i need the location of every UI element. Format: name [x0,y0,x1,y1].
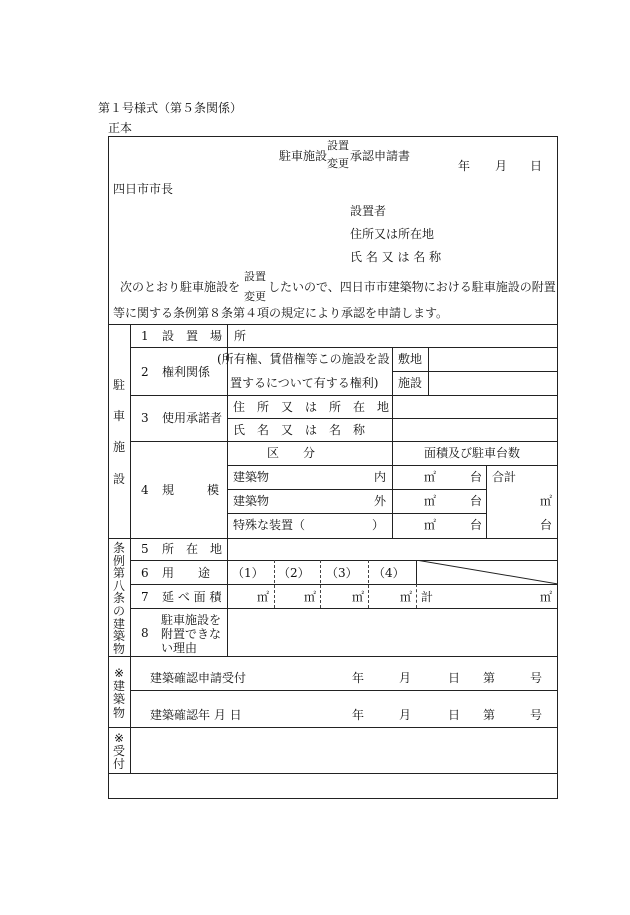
outside-label: 外 [374,494,387,508]
row8-number: 8 [141,626,149,640]
row2-note-line2: 置するについて有する権利) [230,376,379,390]
applicant-label: 設置者 [350,204,387,218]
body-text-pre: 次のとおり駐車施設を [120,280,241,294]
row1-number: 1 [141,329,149,343]
use-4: （4） [373,566,405,580]
sqm-unit: ㎡ [424,470,437,484]
building-outside-label: 建築物 [233,494,270,508]
body-text-line2: 等に関する条例第８条第４項の規定により承認を申請します。 [113,306,449,320]
applicant-address-label: 住所又は所在地 [350,227,435,241]
use-3: （3） [326,566,358,580]
body-option-change: 変更 [244,290,266,303]
row2-facility-label: 施設 [398,376,423,390]
receipt-side-label: ※ 受 付 [112,731,125,772]
body-text-post: したいので、四日市市建築物における駐車施設の附置 [268,280,556,294]
area-header: 面積及び駐車台数 [424,446,521,460]
form-number: 第１号様式（第５条関係） [98,101,243,115]
inside-label: 内 [374,470,387,484]
date-day: 日 [530,159,543,173]
row5-label: 所 在 地 [162,542,223,556]
body-option-install: 設置 [244,270,266,283]
form-title-suffix: 承認申請書 [350,149,411,163]
row3-number: 3 [141,411,149,425]
units-unit: 台 [470,470,483,484]
row4-number: 4 [141,483,149,497]
special-device-close: ） [372,518,385,532]
floor-area-sqm-4: ㎡ [400,590,413,604]
floor-area-sqm-3: ㎡ [352,590,365,604]
total-units-unit: 台 [540,518,553,532]
addressee: 四日市市長 [113,182,174,196]
title-option-install: 設置 [327,139,349,152]
row8-label: 駐車施設を 附置できな い理由 [161,613,222,656]
row1-label: 設 置 場 所 [162,329,247,343]
row5-number: 5 [141,542,149,556]
confirm-app-month: 月 [399,671,412,685]
title-option-change: 変更 [327,157,349,170]
floor-area-sqm-2: ㎡ [304,590,317,604]
floor-area-total-label: 計 [421,590,434,604]
confirm-date-no-pre: 第 [483,708,496,722]
row6-label: 用 途 [162,566,211,580]
row6-number: 6 [141,566,149,580]
confirm-date-day: 日 [448,708,461,722]
confirm-application-label: 建築確認申請受付 [150,671,247,685]
use-2: （2） [278,566,310,580]
row7-label: 延 べ 面 積 [162,590,222,604]
row7-number: 7 [141,590,149,604]
row4-label-a: 規 [162,483,175,497]
parking-side-label: 駐 車 施 設 [112,378,125,486]
applicant-name-label: 氏 名 又 は 名 称 [350,250,442,264]
date-year: 年 [458,159,471,173]
category-header: 区 分 [267,446,316,460]
row3-address-label: 住 所 又 は 所 在 地 [233,400,390,414]
confirm-date-month: 月 [399,708,412,722]
sqm-unit: ㎡ [424,518,437,532]
confirm-date-year: 年 [352,708,365,722]
sqm-unit: ㎡ [424,494,437,508]
confirm-app-no-pre: 第 [483,671,496,685]
floor-area-total-sqm: ㎡ [540,590,553,604]
total-label: 合計 [492,470,517,484]
special-device-label: 特殊な装置（ [233,518,306,532]
row2-site-label: 敷地 [398,352,423,366]
units-unit: 台 [470,518,483,532]
confirm-date-no-post: 号 [530,708,543,722]
building-inside-label: 建築物 [233,470,270,484]
building-side-label: 条 例 第 八 条 の 建 築 物 [112,541,125,656]
row2-number: 2 [141,365,149,379]
confirm-app-day: 日 [448,671,461,685]
confirm-side-label: ※ 建 築 物 [112,666,125,720]
confirm-date-label: 建築確認年 月 日 [150,708,242,722]
date-month: 月 [495,159,508,173]
use-1: （1） [232,566,264,580]
confirm-app-no-post: 号 [530,671,543,685]
row2-label: 権利関係 [162,365,211,379]
row3-name-label: 氏 名 又 は 名 称 [233,423,366,437]
diagonal-strike [416,560,558,584]
form-title: 駐車施設 [279,149,328,163]
row3-label: 使用承諾者 [162,411,223,425]
units-unit: 台 [470,494,483,508]
copy-type: 正本 [108,121,133,135]
row4-label-b: 模 [207,483,220,497]
row2-note-line1: (所有権、賃借権等この施設を設 [217,352,390,366]
confirm-app-year: 年 [352,671,365,685]
floor-area-sqm-1: ㎡ [257,590,270,604]
total-sqm-unit: ㎡ [540,494,553,508]
